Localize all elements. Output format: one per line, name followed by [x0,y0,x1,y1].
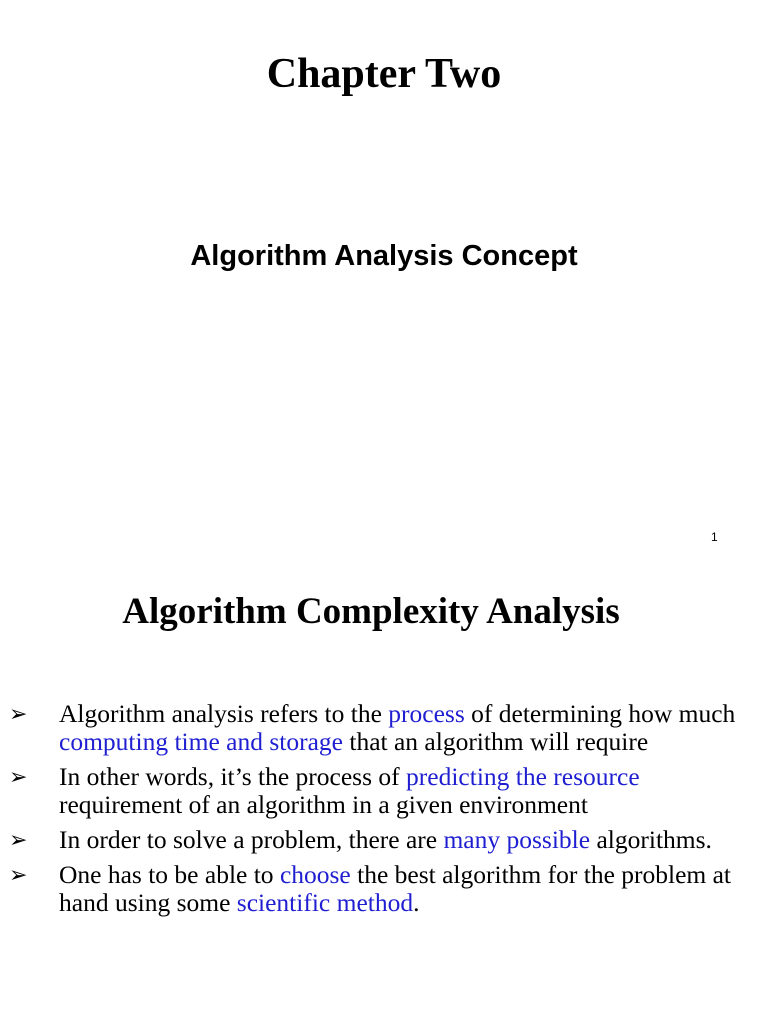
bullet-text: In order to solve a problem, there are [59,825,444,854]
bullet-text: that an algorithm will require [342,727,649,756]
bullet-item [0,826,768,854]
highlight-text: choose [279,860,351,889]
bullet-text: of determining how much [464,699,736,728]
bullet-text: One has to be able to [59,860,280,889]
bullet-text: . [413,888,420,917]
highlight-text: many possible [443,825,591,854]
slide-2 [0,560,768,1024]
bullet-list [0,700,768,924]
bullet-item [0,763,768,819]
page-number: 1 [711,530,718,544]
arrow-bullet-icon: ➢ [9,862,28,887]
highlight-text: computing time and storage [59,727,343,756]
bullet-item [0,700,768,756]
bullet-text: the best algorithm for the problem at hand using some [59,860,732,917]
arrow-bullet-icon: ➢ [9,764,28,789]
chapter-title: Chapter Two [266,51,502,97]
bullet-text: requirement of an algorithm in a given environment [59,790,588,819]
highlight-text: process [388,699,465,728]
chapter-subtitle: Algorithm Analysis Concept [190,240,578,272]
section-title: Algorithm Complexity Analysis [122,591,620,632]
bullet-text: Algorithm analysis refers to the [59,699,389,728]
highlight-text: scientific method [236,888,414,917]
arrow-bullet-icon: ➢ [9,701,28,726]
arrow-bullet-icon: ➢ [9,827,28,852]
bullet-text: In other words, it’s the process of [59,762,407,791]
highlight-text: predicting the resource [406,762,640,791]
bullet-text: algorithms. [590,825,712,854]
bullet-item [0,861,768,917]
